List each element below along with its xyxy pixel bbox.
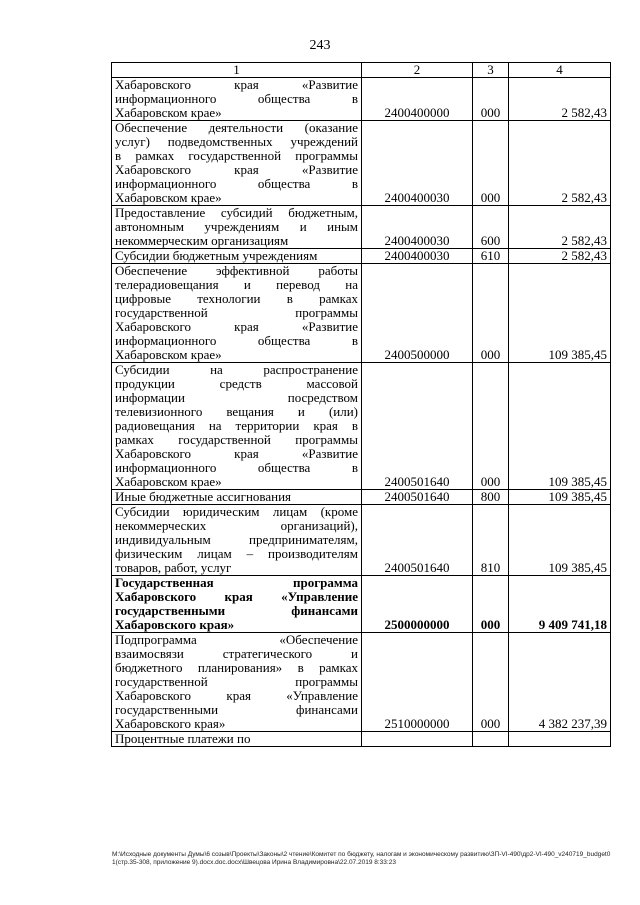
table-row [112, 249, 611, 264]
description-line: государственной программы [115, 674, 358, 689]
description-line: Иные бюджетные ассигнования [115, 489, 292, 504]
description-line: продукции средств массовой [115, 376, 358, 391]
description-line: Хабаровском крае» [115, 190, 222, 205]
description-line: некоммерческим организациям [115, 233, 289, 248]
row-expense-type [473, 732, 509, 747]
description-line: Обеспечение деятельности (оказание [115, 120, 358, 135]
row-expense-type: 000 [473, 633, 509, 732]
row-description [112, 121, 362, 206]
description-line: Хабаровском крае» [115, 474, 222, 489]
table-row [112, 264, 611, 363]
row-amount: 4 382 237,39 [509, 633, 611, 732]
description-line: услуг) подведомственных учреждений [115, 134, 358, 149]
description-line: радиовещания на территории края в [115, 418, 358, 433]
row-amount [509, 732, 611, 747]
row-code: 2400400030 [362, 121, 473, 206]
description-line: взаимосвязи стратегического и [115, 646, 358, 661]
description-line: Государственная программа [115, 575, 358, 590]
row-amount: 109 385,45 [509, 363, 611, 490]
description-line: Обеспечение эффективной работы [115, 263, 358, 278]
description-line: Процентные платежи по [115, 731, 251, 746]
description-line: информационного общества в [115, 333, 358, 348]
table-row [112, 363, 611, 490]
description-line: Хабаровском крае» [115, 105, 222, 120]
row-amount: 2 582,43 [509, 78, 611, 121]
description-line: Хабаровского края» [115, 716, 226, 731]
description-line: Подпрограмма «Обеспечение [115, 632, 358, 647]
description-line: государственной программы [115, 305, 358, 320]
description-line: телевизионного вещания и (или) [115, 404, 358, 419]
table-header-row [112, 63, 611, 78]
description-line: телерадиовещания и перевод на [115, 277, 358, 292]
table-row [112, 206, 611, 249]
description-line: государственными финансами [115, 702, 358, 717]
table-row [112, 732, 611, 747]
row-amount: 109 385,45 [509, 490, 611, 505]
description-line: Хабаровского края «Развитие [115, 77, 358, 92]
row-code: 2500000000 [362, 576, 473, 633]
row-code: 2510000000 [362, 633, 473, 732]
row-expense-type: 000 [473, 363, 509, 490]
description-line: Субсидии юридическим лицам (кроме [115, 504, 358, 519]
row-description [112, 206, 362, 249]
file-path-footer: M:\Исходные документы Думы\6 созыв\Проекты\Законы\2 чтение\Комитет по бюджету, налогам и экономическому развитию\ЗП-VI-490\др2-VI-490_v240719_budget01(стр.35-308, приложение 9).docx.doc.docx\Швецова Ирина Владимировна\22.07.2019 8:33:23 [112, 851, 611, 866]
description-line: Хабаровского края» [115, 617, 235, 632]
description-line: информации посредством [115, 390, 358, 405]
description-line: рамках государственной программы [115, 432, 358, 447]
description-line: информационного общества в [115, 460, 358, 475]
row-description [112, 490, 362, 505]
row-expense-type: 800 [473, 490, 509, 505]
row-code: 2400501640 [362, 490, 473, 505]
row-code [362, 732, 473, 747]
row-description [112, 264, 362, 363]
description-line: государственными финансами [115, 603, 358, 618]
row-code: 2400501640 [362, 505, 473, 576]
column-header: 2 [362, 63, 473, 78]
description-line: индивидуальным предпринимателям, [115, 532, 358, 547]
row-code: 2400400000 [362, 78, 473, 121]
row-amount: 109 385,45 [509, 505, 611, 576]
description-line: товаров, работ, услуг [115, 560, 232, 575]
description-line: автономным учреждениям и иным [115, 219, 358, 234]
description-line: Хабаровского края «Развитие [115, 162, 358, 177]
row-expense-type: 000 [473, 78, 509, 121]
row-expense-type: 000 [473, 264, 509, 363]
row-code: 2400500000 [362, 264, 473, 363]
row-expense-type: 000 [473, 121, 509, 206]
description-line: Хабаровского края «Управление [115, 688, 358, 703]
description-line: информационного общества в [115, 176, 358, 191]
column-header: 3 [473, 63, 509, 78]
table-row [112, 490, 611, 505]
description-line: Хабаровского края «Развитие [115, 319, 358, 334]
row-description [112, 505, 362, 576]
description-line: некоммерческих организаций), [115, 518, 358, 533]
row-amount: 2 582,43 [509, 121, 611, 206]
table-row [112, 576, 611, 633]
description-line: Хабаровского края «Развитие [115, 446, 358, 461]
table-row [112, 78, 611, 121]
description-line: бюджетного планирования» в рамках [115, 660, 358, 675]
row-amount: 2 582,43 [509, 206, 611, 249]
row-code: 2400501640 [362, 363, 473, 490]
description-line: в рамках государственной программы [115, 148, 358, 163]
row-expense-type: 600 [473, 206, 509, 249]
row-description [112, 78, 362, 121]
budget-table [111, 62, 611, 747]
description-line: Субсидии бюджетным учреждениям [115, 248, 318, 263]
row-expense-type: 610 [473, 249, 509, 264]
table-row [112, 633, 611, 732]
description-line: цифровые технологии в рамках [115, 291, 358, 306]
table-row [112, 121, 611, 206]
row-expense-type: 000 [473, 576, 509, 633]
description-line: Субсидии на распространение [115, 362, 358, 377]
description-line: Предоставление субсидий бюджетным, [115, 205, 358, 220]
row-amount: 109 385,45 [509, 264, 611, 363]
row-description [112, 363, 362, 490]
row-description [112, 576, 362, 633]
row-amount: 2 582,43 [509, 249, 611, 264]
row-description [112, 633, 362, 732]
row-description [112, 249, 362, 264]
row-code: 2400400030 [362, 206, 473, 249]
row-expense-type: 810 [473, 505, 509, 576]
description-line: Хабаровского края «Управление [115, 589, 358, 604]
description-line: информационного общества в [115, 91, 358, 106]
table-row [112, 505, 611, 576]
row-description [112, 732, 362, 747]
column-header: 1 [112, 63, 362, 78]
column-header: 4 [509, 63, 611, 78]
page-number: 243 [309, 38, 331, 53]
row-code: 2400400030 [362, 249, 473, 264]
description-line: Хабаровском крае» [115, 347, 222, 362]
description-line: физическим лицам – производителям [115, 546, 358, 561]
row-amount: 9 409 741,18 [509, 576, 611, 633]
